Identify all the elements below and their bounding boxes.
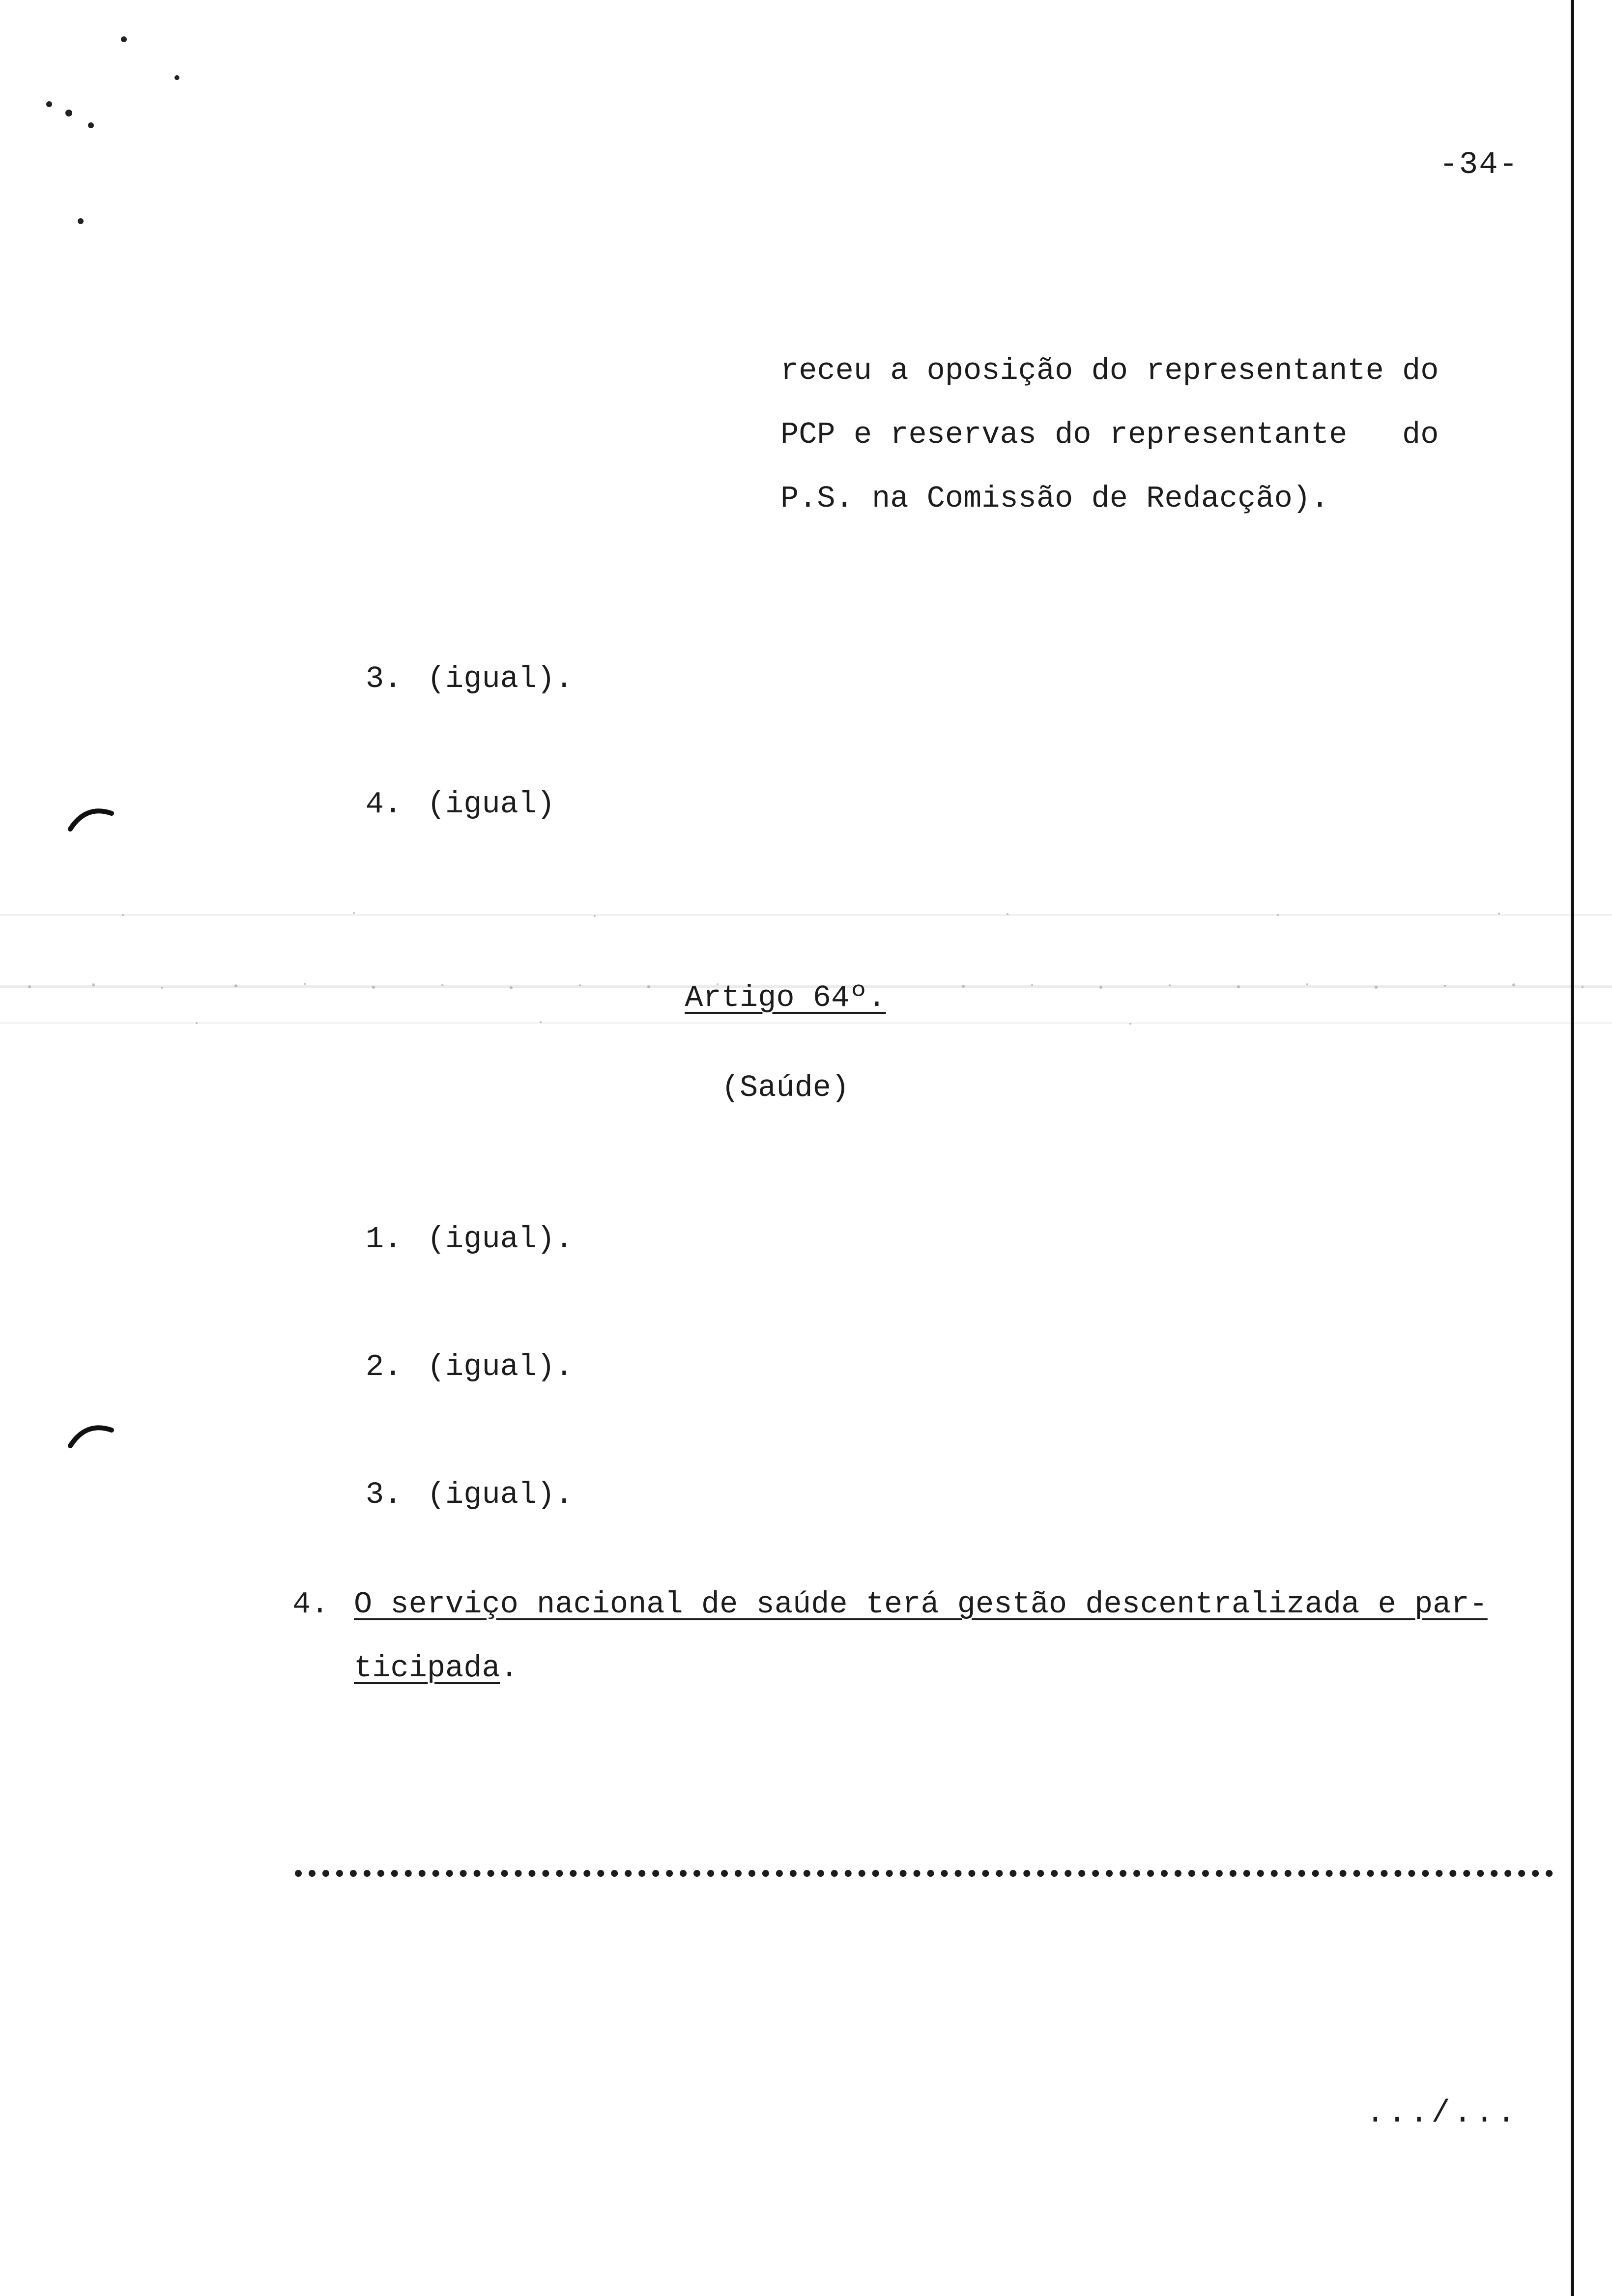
dotted-separator: [295, 1870, 1553, 1877]
amended-text-period: .: [500, 1651, 518, 1686]
right-margin-rule: [1571, 0, 1574, 2296]
margin-curl-mark-upper: [66, 804, 115, 833]
scan-bleed-band: [0, 880, 1612, 1052]
item-number: 4.: [365, 787, 403, 822]
item-text: (igual).: [427, 661, 574, 696]
item-number: 1.: [365, 1222, 403, 1257]
article-heading: [0, 980, 1571, 1015]
continued-paragraph: [780, 339, 1503, 531]
amended-text: [354, 1573, 1548, 1700]
amended-text-line: ticipada: [354, 1651, 500, 1686]
paragraph-line: receu a oposição do representante do: [780, 353, 1439, 388]
amended-text-line: O serviço nacional de saúde terá gestão descentralizada e par-: [354, 1587, 1488, 1622]
item-number: 2.: [365, 1349, 403, 1384]
list-item: [292, 752, 555, 857]
item-text: (igual): [427, 787, 555, 822]
item-number: 4.: [292, 1587, 329, 1622]
scan-speck-marks: [29, 20, 206, 246]
article-title: Artigo 64º.: [685, 980, 886, 1015]
list-item: [292, 627, 573, 731]
item-text: (igual).: [427, 1222, 574, 1257]
list-item: [292, 1315, 573, 1419]
article-subtitle: (Saúde): [721, 1070, 850, 1105]
continuation-marker: .../...: [1366, 2096, 1519, 2131]
margin-curl-mark-lower: [66, 1420, 115, 1450]
page-number: -34-: [1439, 147, 1519, 183]
item-number: 3.: [365, 661, 403, 696]
paragraph-line: P.S. na Comissão de Redacção).: [780, 481, 1329, 516]
paragraph-line: PCP e reservas do representante do: [780, 417, 1439, 452]
item-text: (igual).: [427, 1349, 574, 1384]
item-text: (igual).: [427, 1477, 574, 1512]
list-item: [292, 1187, 573, 1292]
list-item: [292, 1442, 573, 1547]
item-number: 3.: [365, 1477, 403, 1512]
